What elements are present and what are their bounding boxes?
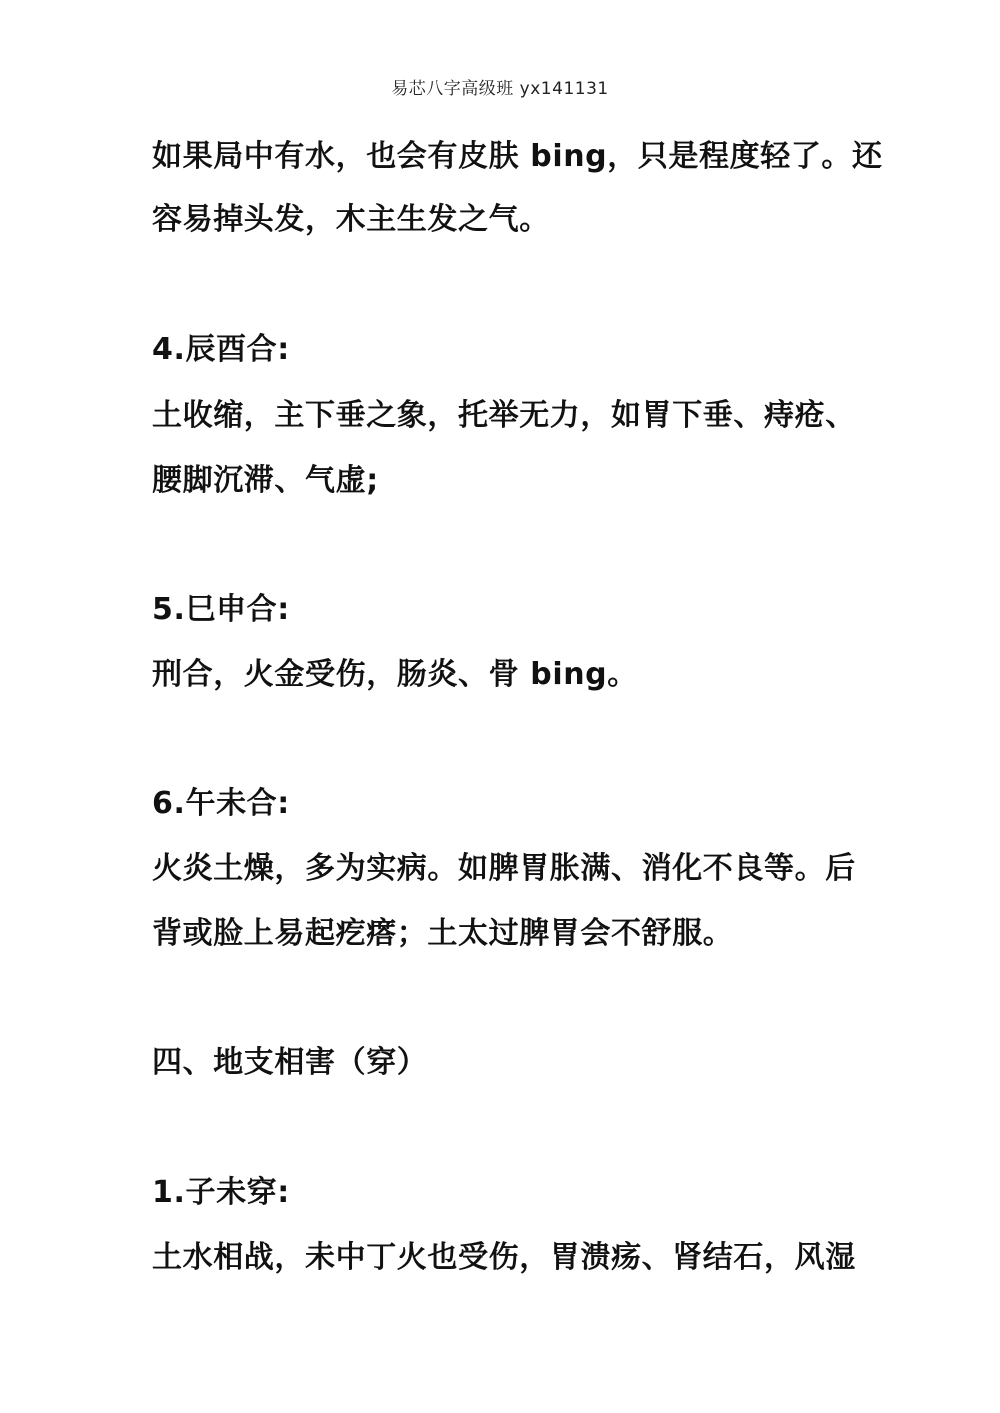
page-header: 易芯八字高级班 yx141131 [391,79,609,99]
section-heading: 1.子未穿: [152,1175,290,1210]
body-line: 刑合，火金受伤，肠炎、骨 bing。 [152,657,638,692]
section-heading: 6.午未合: [152,786,290,821]
body-line: 火炎土燥，多为实病。如脾胃胀满、消化不良等。后 [152,851,856,886]
body-line: 容易掉头发，木主生发之气。 [152,202,550,237]
body-line: 腰脚沉滞、气虚; [152,463,379,498]
body-line: 如果局中有水，也会有皮肤 bing，只是程度轻了。还 [152,139,883,174]
section-heading: 4.辰酉合: [152,332,290,367]
body-line: 土收缩，主下垂之象，托举无力，如胃下垂、痔疮、 [152,398,856,433]
body-line: 背或脸上易起疙瘩；土太过脾胃会不舒服。 [152,916,734,951]
section-heading: 5.巳申合: [152,592,290,627]
body-line: 土水相战，未中丁火也受伤，胃溃疡、肾结石，风湿 [152,1240,856,1275]
chapter-heading: 四、地支相害（穿） [152,1045,428,1080]
